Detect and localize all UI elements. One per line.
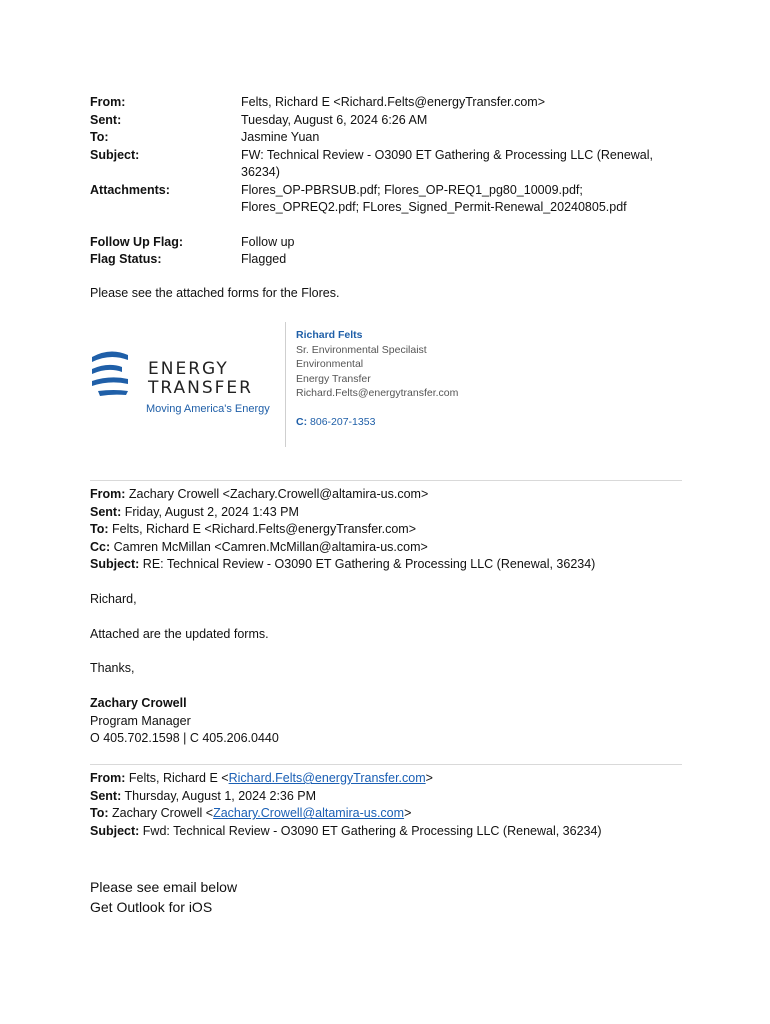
msg3-to-label: To: — [90, 806, 109, 821]
msg3-to-close: > — [404, 806, 412, 821]
msg2-to-label: To: — [90, 522, 109, 537]
msg2-body: Attached are the updated forms. — [90, 627, 269, 641]
msg3-from-name: Felts, Richard E < — [128, 771, 229, 785]
msg3-subject-value: Fwd: Technical Review - O3090 ET Gathering & Processing LLC (Renewal, 36234) — [142, 823, 602, 838]
signature-department: Environmental — [296, 358, 364, 371]
msg2-subject-label: Subject: — [90, 557, 140, 572]
msg2-to-value: Felts, Richard E <Richard.Felts@energyTransfer.com> — [112, 522, 417, 537]
flagstatus-label: Flag Status: — [90, 252, 162, 266]
energy-transfer-logo — [88, 345, 278, 420]
followup-row — [90, 234, 690, 252]
msg2-from-label: From: — [90, 487, 126, 501]
followup-label: Follow Up Flag: — [90, 234, 184, 249]
msg2-cc-value: Camren McMillan <Camren.McMillan@altamira-us.com> — [113, 539, 428, 554]
email-header — [90, 94, 690, 269]
message-2-header — [90, 486, 690, 574]
logo-line2: TRANSFER — [148, 378, 253, 398]
msg2-subject-value: RE: Technical Review - O3090 ET Gathering & Processing LLC (Renewal, 36234) — [142, 557, 596, 572]
divider-1 — [90, 480, 682, 481]
msg3-sent-label: Sent: — [90, 788, 122, 803]
msg2-greeting: Richard, — [90, 592, 137, 606]
msg3-to-name: Zachary Crowell < — [112, 806, 214, 821]
attachments-line-2[interactable]: Flores_OPREQ2.pdf; FLores_Signed_Permit-Renewal_20240805.pdf — [241, 200, 627, 214]
logo-tagline: Moving America's Energy — [146, 403, 270, 415]
msg2-cc-label: Cc: — [90, 539, 111, 554]
msg3-to-email-link[interactable]: Zachary.Crowell@altamira-us.com — [213, 806, 405, 821]
msg2-thanks: Thanks, — [90, 661, 135, 675]
logo-swoosh-icon — [92, 351, 128, 396]
intro-text: Please see the attached forms for the Flores. — [90, 286, 340, 300]
signature-phone-number: 806-207-1353 — [310, 415, 376, 428]
signature-email: Richard.Felts@energytransfer.com — [296, 387, 459, 400]
msg2-sent-value: Friday, August 2, 2024 1:43 PM — [124, 504, 299, 519]
msg2-sig-name: Zachary Crowell — [90, 696, 187, 710]
to-value: Jasmine Yuan — [241, 130, 320, 144]
signature-divider — [285, 322, 286, 447]
subject-label: Subject: — [90, 147, 140, 162]
msg3-line-1: Please see email below — [90, 879, 238, 895]
signature-phone-label: C: — [296, 415, 308, 428]
logo-line1: ENERGY — [148, 359, 229, 379]
msg3-sent-value: Thursday, August 1, 2024 2:36 PM — [124, 788, 317, 803]
msg3-from-label: From: — [90, 771, 126, 785]
from-row — [90, 94, 690, 112]
subject-row — [90, 147, 690, 182]
attachments-label: Attachments: — [90, 182, 170, 197]
flagstatus-value: Flagged — [241, 252, 287, 266]
msg3-body — [90, 877, 237, 917]
msg2-from-value: Zachary Crowell <Zachary.Crowell@altamira-us.com> — [128, 487, 429, 501]
msg3-from-email-link[interactable]: Richard.Felts@energyTransfer.com — [228, 771, 426, 785]
signature-name: Richard Felts — [296, 329, 363, 341]
sent-row — [90, 112, 690, 130]
signature-phone — [296, 415, 458, 430]
signature-text — [296, 328, 458, 430]
msg2-sig-title: Program Manager — [90, 713, 191, 728]
attachments-line-1[interactable]: Flores_OP-PBRSUB.pdf; Flores_OP-REQ1_pg80_10009.pdf; — [241, 182, 583, 197]
signature-company: Energy Transfer — [296, 372, 371, 385]
sent-value: Tuesday, August 6, 2024 6:26 AM — [241, 112, 428, 127]
attachments-row — [90, 182, 690, 217]
attachments-value[interactable] — [241, 182, 690, 217]
msg3-line-2: Get Outlook for iOS — [90, 899, 213, 915]
from-label: From: — [90, 95, 126, 109]
sent-label: Sent: — [90, 112, 122, 127]
msg2-sig-phone: O 405.702.1598 | C 405.206.0440 — [90, 731, 279, 746]
msg3-from-close: > — [425, 771, 433, 785]
from-value: Felts, Richard E <Richard.Felts@energyTransfer.com> — [241, 95, 546, 109]
subject-line-1: FW: Technical Review - O3090 ET Gathering & Processing LLC (Renewal, — [241, 147, 653, 162]
msg2-signature — [90, 695, 690, 748]
to-row — [90, 129, 690, 147]
subject-value — [241, 147, 690, 182]
signature-title: Sr. Environmental Specilaist — [296, 343, 427, 356]
msg3-subject-label: Subject: — [90, 823, 140, 838]
to-label: To: — [90, 130, 109, 144]
subject-line-2: 36234) — [241, 165, 280, 179]
message-3-header — [90, 770, 690, 840]
divider-2 — [90, 764, 682, 765]
msg2-sent-label: Sent: — [90, 504, 122, 519]
followup-value: Follow up — [241, 234, 295, 249]
flagstatus-row — [90, 251, 690, 269]
